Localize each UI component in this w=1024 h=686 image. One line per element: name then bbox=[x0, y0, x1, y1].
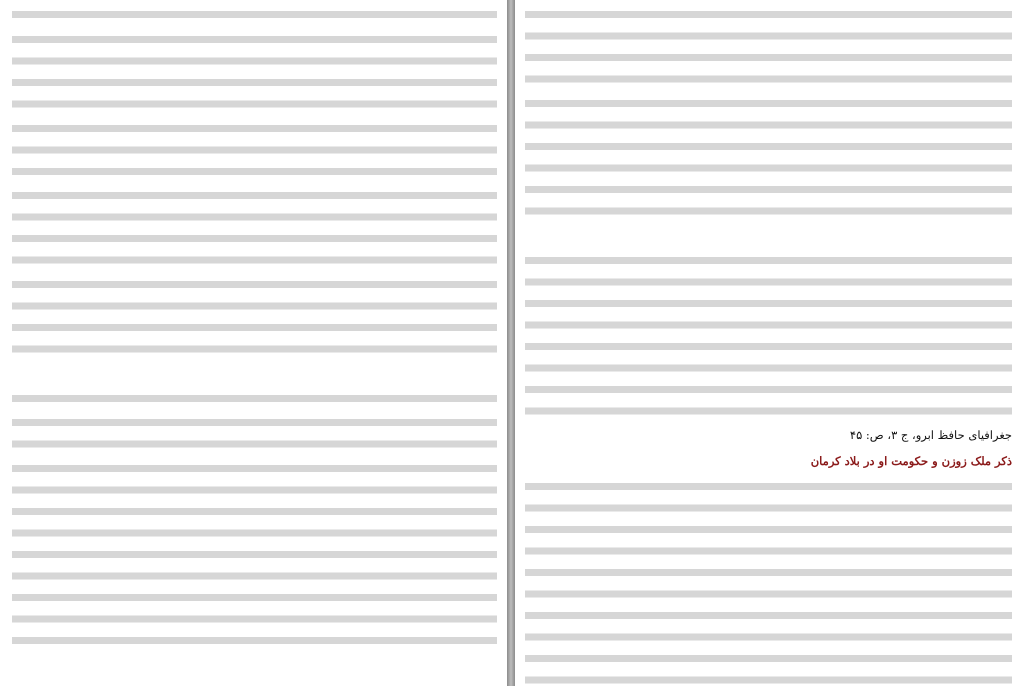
paragraph bbox=[12, 412, 497, 455]
document-page-left bbox=[0, 0, 507, 686]
paragraph bbox=[12, 118, 497, 183]
document-page-right bbox=[515, 0, 1024, 686]
section-heading: ذکر ملک زوزن و حکومت او در بلاد کرمان bbox=[810, 454, 1012, 468]
page-reference bbox=[525, 225, 1012, 247]
paragraph bbox=[12, 388, 497, 410]
paragraph bbox=[525, 4, 1012, 90]
paragraph bbox=[12, 185, 497, 271]
page-reference bbox=[12, 363, 497, 385]
page-reference bbox=[12, 655, 497, 677]
paragraph bbox=[12, 4, 497, 26]
paragraph bbox=[525, 250, 1012, 422]
paragraph bbox=[12, 679, 497, 686]
page-reference: جغرافیای حافظ ابرو، ج ۳، ص: ۴۵ bbox=[849, 427, 1012, 442]
paragraph bbox=[12, 29, 497, 115]
paragraph bbox=[12, 458, 497, 652]
page-gap bbox=[507, 0, 515, 686]
paragraph bbox=[12, 274, 497, 360]
paragraph bbox=[525, 93, 1012, 222]
paragraph bbox=[525, 476, 1012, 686]
